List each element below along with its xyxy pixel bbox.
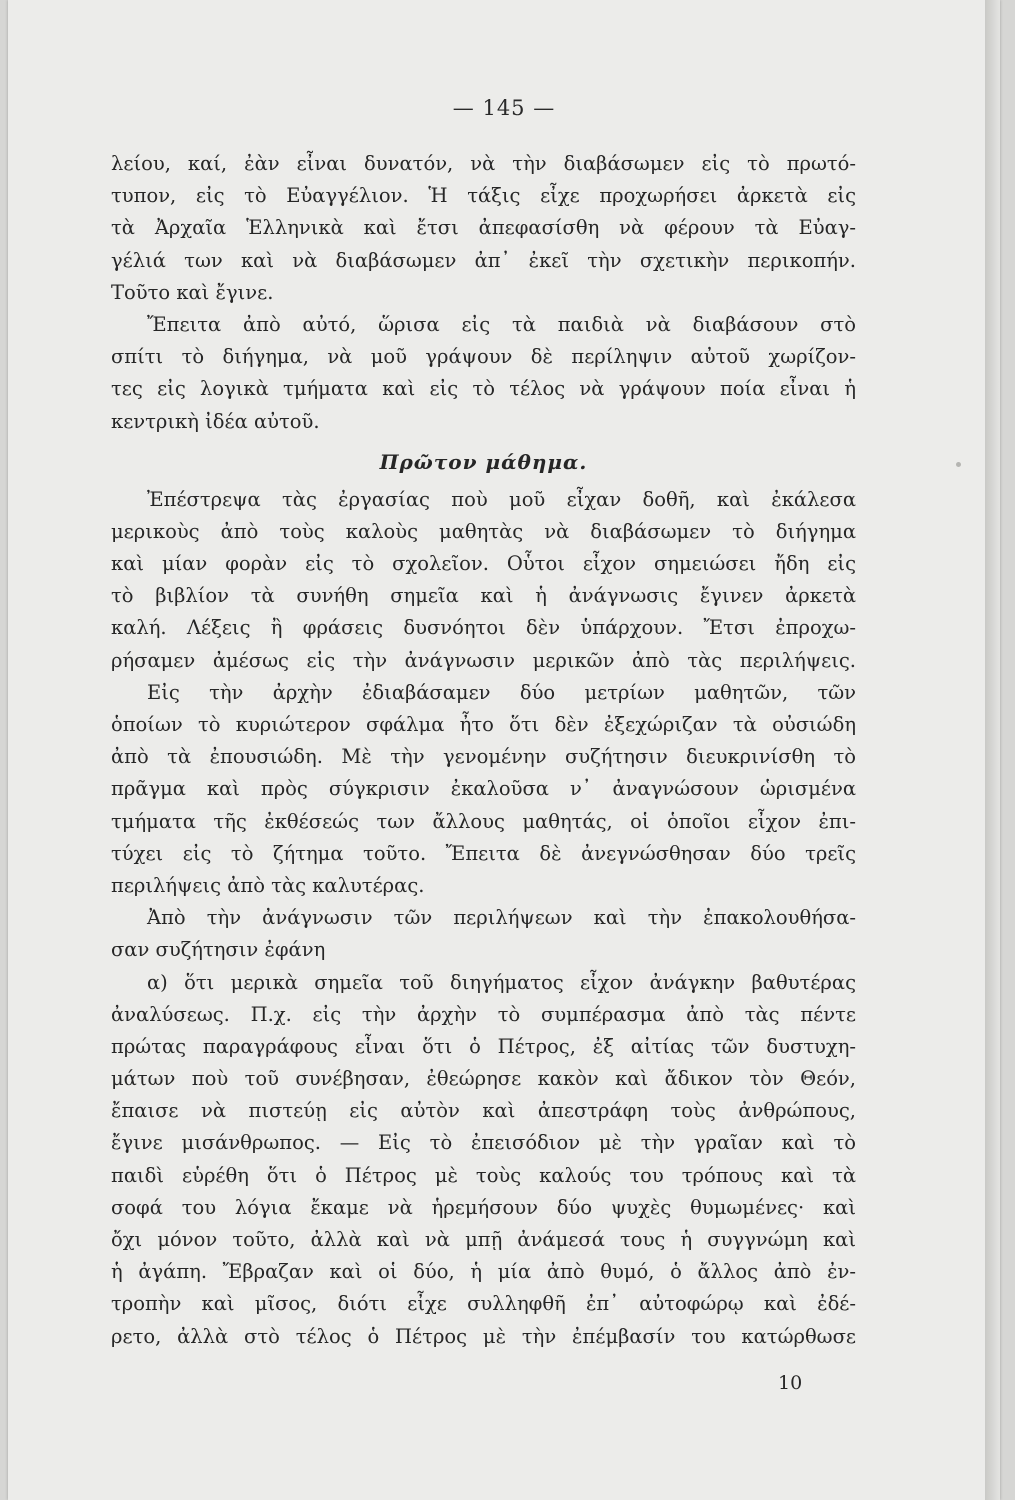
text-line: τὸ βιβλίον τὰ συνήθη σημεῖα καὶ ἡ ἀνάγνωσις ἔγινεν ἀρκετὰ [111, 584, 856, 608]
text-line: Ἐπέστρεψα τὰς ἐργασίας ποὺ μοῦ εἶχαν δοθῆ, καὶ ἐκάλεσα [147, 487, 856, 511]
text-line: Ἀπὸ τὴν ἀνάγνωσιν τῶν περιλήψεων καὶ τὴν ἐπακολουθήσα- [147, 906, 856, 930]
body-text [111, 148, 856, 1353]
ink-speck [956, 462, 961, 467]
text-line: σοφά του λόγια ἔκαμε νὰ ἡρεμήσουν δύο ψυχὲς θυμωμένες· καὶ [111, 1195, 856, 1219]
text-line: πρᾶγμα καὶ πρὸς σύγκρισιν ἐκαλοῦσα ν᾿ ἀναγνώσουν ὡρισμένα [111, 777, 856, 801]
text-line: πρώτας παραγράφους εἶναι ὅτι ὁ Πέτρος, ἐξ αἰτίας τῶν δυστυχη- [111, 1034, 856, 1058]
text-line: τες εἰς λογικὰ τμήματα καὶ εἰς τὸ τέλος νὰ γράψουν ποία εἶναι ἡ [111, 377, 856, 401]
text-line: μάτων ποὺ τοῦ συνέβησαν, ἐθεώρησε κακὸν καὶ ἄδικον τὸν Θεόν, [111, 1067, 856, 1091]
text-line: καὶ μίαν φορὰν εἰς τὸ σχολεῖον. Οὗτοι εἶχον σημειώσει ἤδη εἰς [111, 552, 856, 576]
text-line: περιλήψεις ἀπὸ τὰς καλυτέρας. [111, 873, 425, 897]
printer-signature-number: 10 [778, 1372, 803, 1394]
text-line: ἀναλύσεως. Π.χ. εἰς τὴν ἀρχὴν τὸ συμπέρασμα ἀπὸ τὰς πέντε [111, 1002, 856, 1026]
text-line: τύχει εἰς τὸ ζήτημα τοῦτο. Ἔπειτα δὲ ἀνεγνώσθησαν δύο τρεῖς [111, 841, 856, 865]
text-line: τὰ Ἀρχαῖα Ἑλληνικὰ καὶ ἔτσι ἀπεφασίσθη νὰ φέρουν τὰ Εὐαγ- [111, 216, 856, 240]
text-line: ἔγινε μισάνθρωπος. — Εἰς τὸ ἐπεισόδιον μὲ τὴν γραῖαν καὶ τὸ [111, 1131, 856, 1155]
text-line: ἡ ἀγάπη. Ἔβραζαν καὶ οἱ δύο, ἡ μία ἀπὸ θυμό, ὁ ἄλλος ἀπὸ ἐν- [111, 1260, 856, 1284]
text-line: Τοῦτο καὶ ἔγινε. [111, 280, 274, 304]
text-line: τυπον, εἰς τὸ Εὐαγγέλιον. Ἡ τάξις εἶχε προχωρήσει ἀρκετὰ εἰς [111, 184, 856, 208]
text-line: μερικοὺς ἀπὸ τοὺς καλοὺς μαθητὰς νὰ διαβάσωμεν τὸ διήγημα [111, 519, 856, 543]
text-line: Ἔπειτα ἀπὸ αὐτό, ὥρισα εἰς τὰ παιδιὰ νὰ διαβάσουν στὸ [147, 312, 856, 336]
text-line: ὁποίων τὸ κυριώτερον σφάλμα ἦτο ὅτι δὲν ἐξεχώριζαν τὰ οὐσιώδη [111, 713, 856, 736]
text-line: ἔπαισε νὰ πιστεύῃ εἰς αὐτὸν καὶ ἀπεστράφη τοὺς ἀνθρώπους, [111, 1099, 856, 1123]
text-line: καλή. Λέξεις ἢ φράσεις δυσνόητοι δὲν ὑπάρχουν. Ἔτσι ἐπροχω- [111, 616, 856, 640]
page-edge-shadow [985, 0, 1000, 1500]
text-line: τμήματα τῆς ἐκθέσεώς των ἄλλους μαθητάς, οἱ ὁποῖοι εἶχον ἐπι- [111, 809, 856, 833]
text-line: τροπὴν καὶ μῖσος, διότι εἶχε συλληφθῆ ἐπ᾿ αὐτοφώρῳ καὶ ἐδέ- [111, 1292, 856, 1316]
text-line: παιδὶ εὑρέθη ὅτι ὁ Πέτρος μὲ τοὺς καλούς του τρόπους καὶ τὰ [111, 1163, 856, 1187]
text-line: α) ὅτι μερικὰ σημεῖα τοῦ διηγήματος εἶχον ἀνάγκην βαθυτέρας [147, 970, 856, 994]
text-line: ρήσαμεν ἀμέσως εἰς τὴν ἀνάγνωσιν μερικῶν ἀπὸ τὰς περιλήψεις. [111, 648, 856, 672]
page-number: — 145 — [452, 96, 556, 120]
text-line: κεντρικὴ ἰδέα αὐτοῦ. [111, 409, 320, 433]
text-line: σαν συζήτησιν ἐφάνη [111, 938, 326, 962]
text-line: γέλιά των καὶ νὰ διαβάσωμεν ἀπ᾿ ἐκεῖ τὴν σχετικὴν περικοπήν. [111, 248, 856, 272]
text-line: Εἰς τὴν ἀρχὴν ἐδιαβάσαμεν δύο μετρίων μαθητῶν, τῶν [147, 680, 856, 704]
section-heading: Πρῶτον μάθημα. [379, 449, 588, 474]
text-line: ὄχι μόνον τοῦτο, ἀλλὰ καὶ νὰ μπῇ ἀνάμεσά τους ἡ συγγνώμη καὶ [111, 1228, 856, 1251]
book-page [8, 0, 1000, 1500]
text-line: ἀπὸ τὰ ἐπουσιώδη. Μὲ τὴν γενομένην συζήτησιν διευκρινίσθη τὸ [111, 745, 856, 769]
text-line: λείου, καί, ἐὰν εἶναι δυνατόν, νὰ τὴν διαβάσωμεν εἰς τὸ πρωτό- [111, 152, 856, 175]
text-line: ρετο, ἀλλὰ στὸ τέλος ὁ Πέτρος μὲ τὴν ἐπέμβασίν του κατώρθωσε [111, 1324, 856, 1348]
text-line: σπίτι τὸ διήγημα, νὰ μοῦ γράψουν δὲ περίληψιν αὐτοῦ χωρίζον- [111, 345, 856, 369]
